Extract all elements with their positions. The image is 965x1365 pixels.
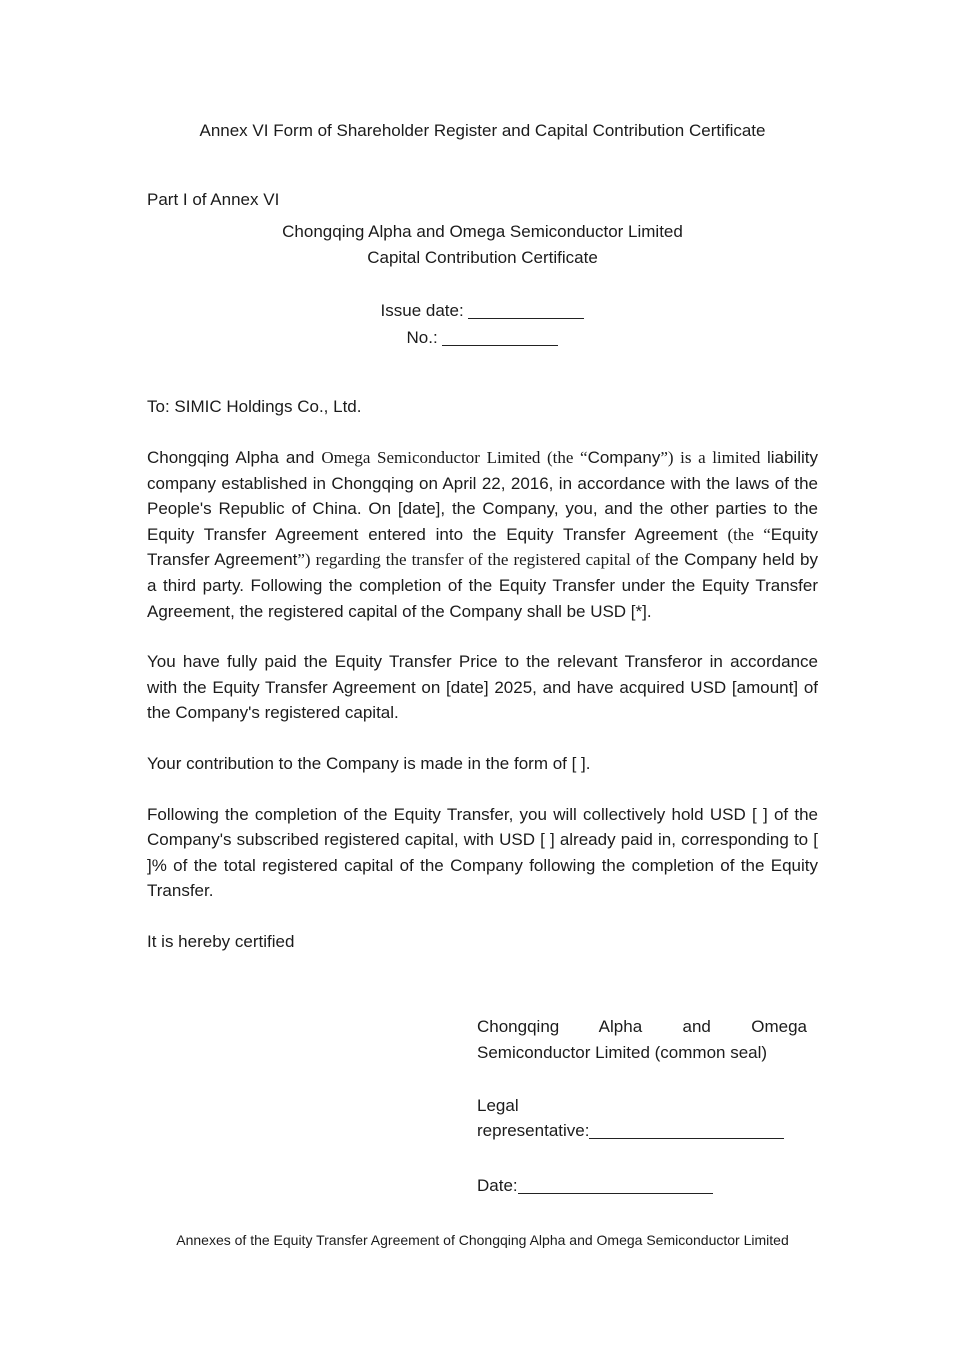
company-name-heading: Chongqing Alpha and Omega Semiconductor Limited	[282, 222, 683, 242]
paragraph-contribution-form: Your contribution to the Company is made in the form of [ ].	[147, 753, 591, 773]
paragraph-payment: You have fully paid the Equity Transfer Price to the relevant Transferor in accordance with the Equity Transfer Agreement on [date] 2025, and have acquired USD [amount] of the Company's registered capital.	[147, 652, 818, 723]
issue-date-label: Issue date:	[380, 301, 464, 321]
date-label: Date:	[477, 1175, 518, 1195]
paragraph-company-intro: Chongqing Alpha and Omega Semiconductor Limited (the “Company”) is a limited liability company established in Chongqing on April 22, 2016, in accordance with the laws of the People's Republic of China. On [date], the Company, you, and the other parties to the Equity Transfer Agreement entered into the Equity Transfer Agreement (the “Equity Transfer Agreement”) regarding the transfer of the registered capital of the Company held by a third party. Following the completion of the Equity Transfer under the Equity Transfer Agreement, the registered capital of the Company shall be USD [*].	[147, 447, 818, 621]
issue-block	[147, 297, 818, 351]
legal-representative-label-word1: Legal	[477, 1095, 519, 1115]
footer-note: Annexes of the Equity Transfer Agreement of Chongqing Alpha and Omega Semiconductor Limited	[176, 1232, 789, 1248]
part-heading: Part I of Annex VI	[147, 189, 280, 209]
legal-representative-label-word2: representative:	[477, 1121, 590, 1141]
date-line	[477, 1173, 807, 1199]
no-line	[147, 324, 818, 351]
paragraph-holding: Following the completion of the Equity Transfer, you will collectively hold USD [ ] of the Company's subscribed registered capital, with USD [ ] already paid in, corresponding to [ ]% of the total registered capital of the Company following the completion of the Equity Transfer.	[147, 804, 818, 901]
certified-line: It is hereby certified	[147, 931, 295, 951]
legal-representative-line	[477, 1093, 807, 1144]
no-label: No.:	[406, 328, 438, 348]
certificate-title: Capital Contribution Certificate	[367, 247, 598, 267]
signature-block	[477, 1014, 807, 1198]
no-blank	[442, 332, 558, 346]
legal-representative-blank	[589, 1125, 784, 1139]
issue-date-blank	[468, 305, 584, 319]
signature-company-line: Chongqing Alpha and Omega Semiconductor Limited (common seal)	[477, 1017, 807, 1063]
document-title: Annex VI Form of Shareholder Register and Capital Contribution Certificate	[199, 121, 766, 140]
date-blank	[518, 1180, 713, 1194]
recipient-line: To: SIMIC Holdings Co., Ltd.	[147, 397, 362, 417]
issue-date-line	[147, 297, 818, 324]
